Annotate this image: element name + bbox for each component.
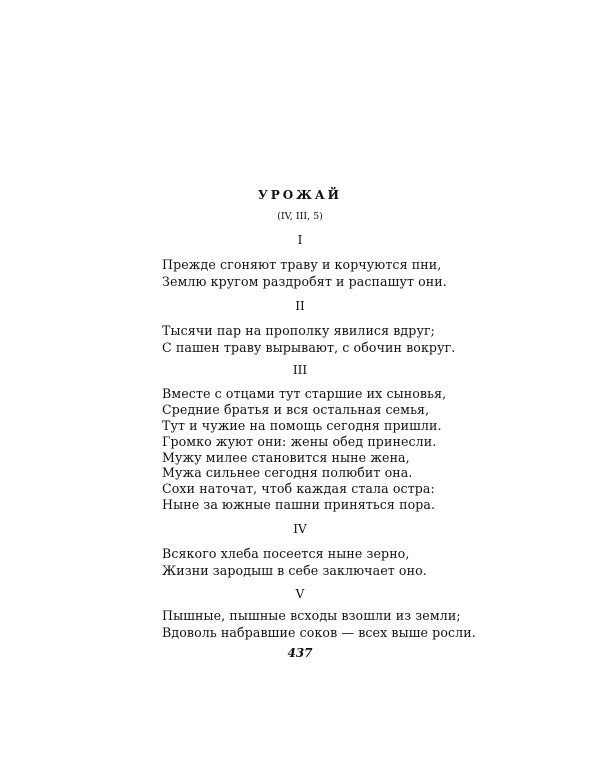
- verse-line: Вместе с отцами тут старшие их сыновья,: [162, 386, 447, 401]
- poem-subtitle: (IV, III, 5): [277, 211, 323, 222]
- stanza-number: I: [297, 233, 303, 247]
- verse-line: Тут и чужие на помощь сегодня пришли.: [162, 417, 442, 433]
- verse-line: Вдоволь набравшие соков — всех выше росли.: [162, 625, 476, 641]
- stanza: [162, 322, 455, 356]
- stanza: [162, 545, 427, 579]
- stanza-number: II: [295, 299, 305, 313]
- stanza-number: IV: [293, 522, 307, 536]
- verse-line: Прежде сгоняют траву и корчуются пни,: [162, 257, 442, 272]
- verse-line: Сохи наточат, чтоб каждая стала остра:: [162, 481, 435, 497]
- verse-line: Громко жуют они: жены обед принесли.: [162, 433, 437, 449]
- verse-line: Землю кругом раздробят и распашут они.: [162, 274, 447, 290]
- verse-line: Пышные, пышные всходы взошли из земли;: [162, 608, 461, 623]
- verse-line: Тысячи пар на прополку явилися вдруг;: [162, 323, 435, 338]
- verse-line: С пашен траву вырывают, с обочин вокруг.: [162, 340, 456, 356]
- stanza: [162, 386, 446, 513]
- page-number: 437: [287, 646, 313, 660]
- verse-line: Мужу милее становится ныне жена,: [162, 449, 410, 465]
- verse-line: Мужа сильнее сегодня полюбит она.: [162, 465, 413, 481]
- poem-title: УРОЖАЙ: [257, 188, 343, 202]
- stanza-number: III: [292, 363, 308, 377]
- stanza: [162, 256, 447, 290]
- verse-line: Средние братья и вся остальная семья,: [162, 401, 430, 417]
- verse-line: Жизни зародыш в себе заключает оно.: [162, 563, 427, 579]
- stanza-number: V: [295, 587, 305, 601]
- verse-line: Всякого хлеба посеется ныне зерно,: [162, 546, 410, 561]
- verse-line: Ныне за южные пашни приняться пора.: [162, 497, 436, 513]
- stanza: [162, 607, 476, 641]
